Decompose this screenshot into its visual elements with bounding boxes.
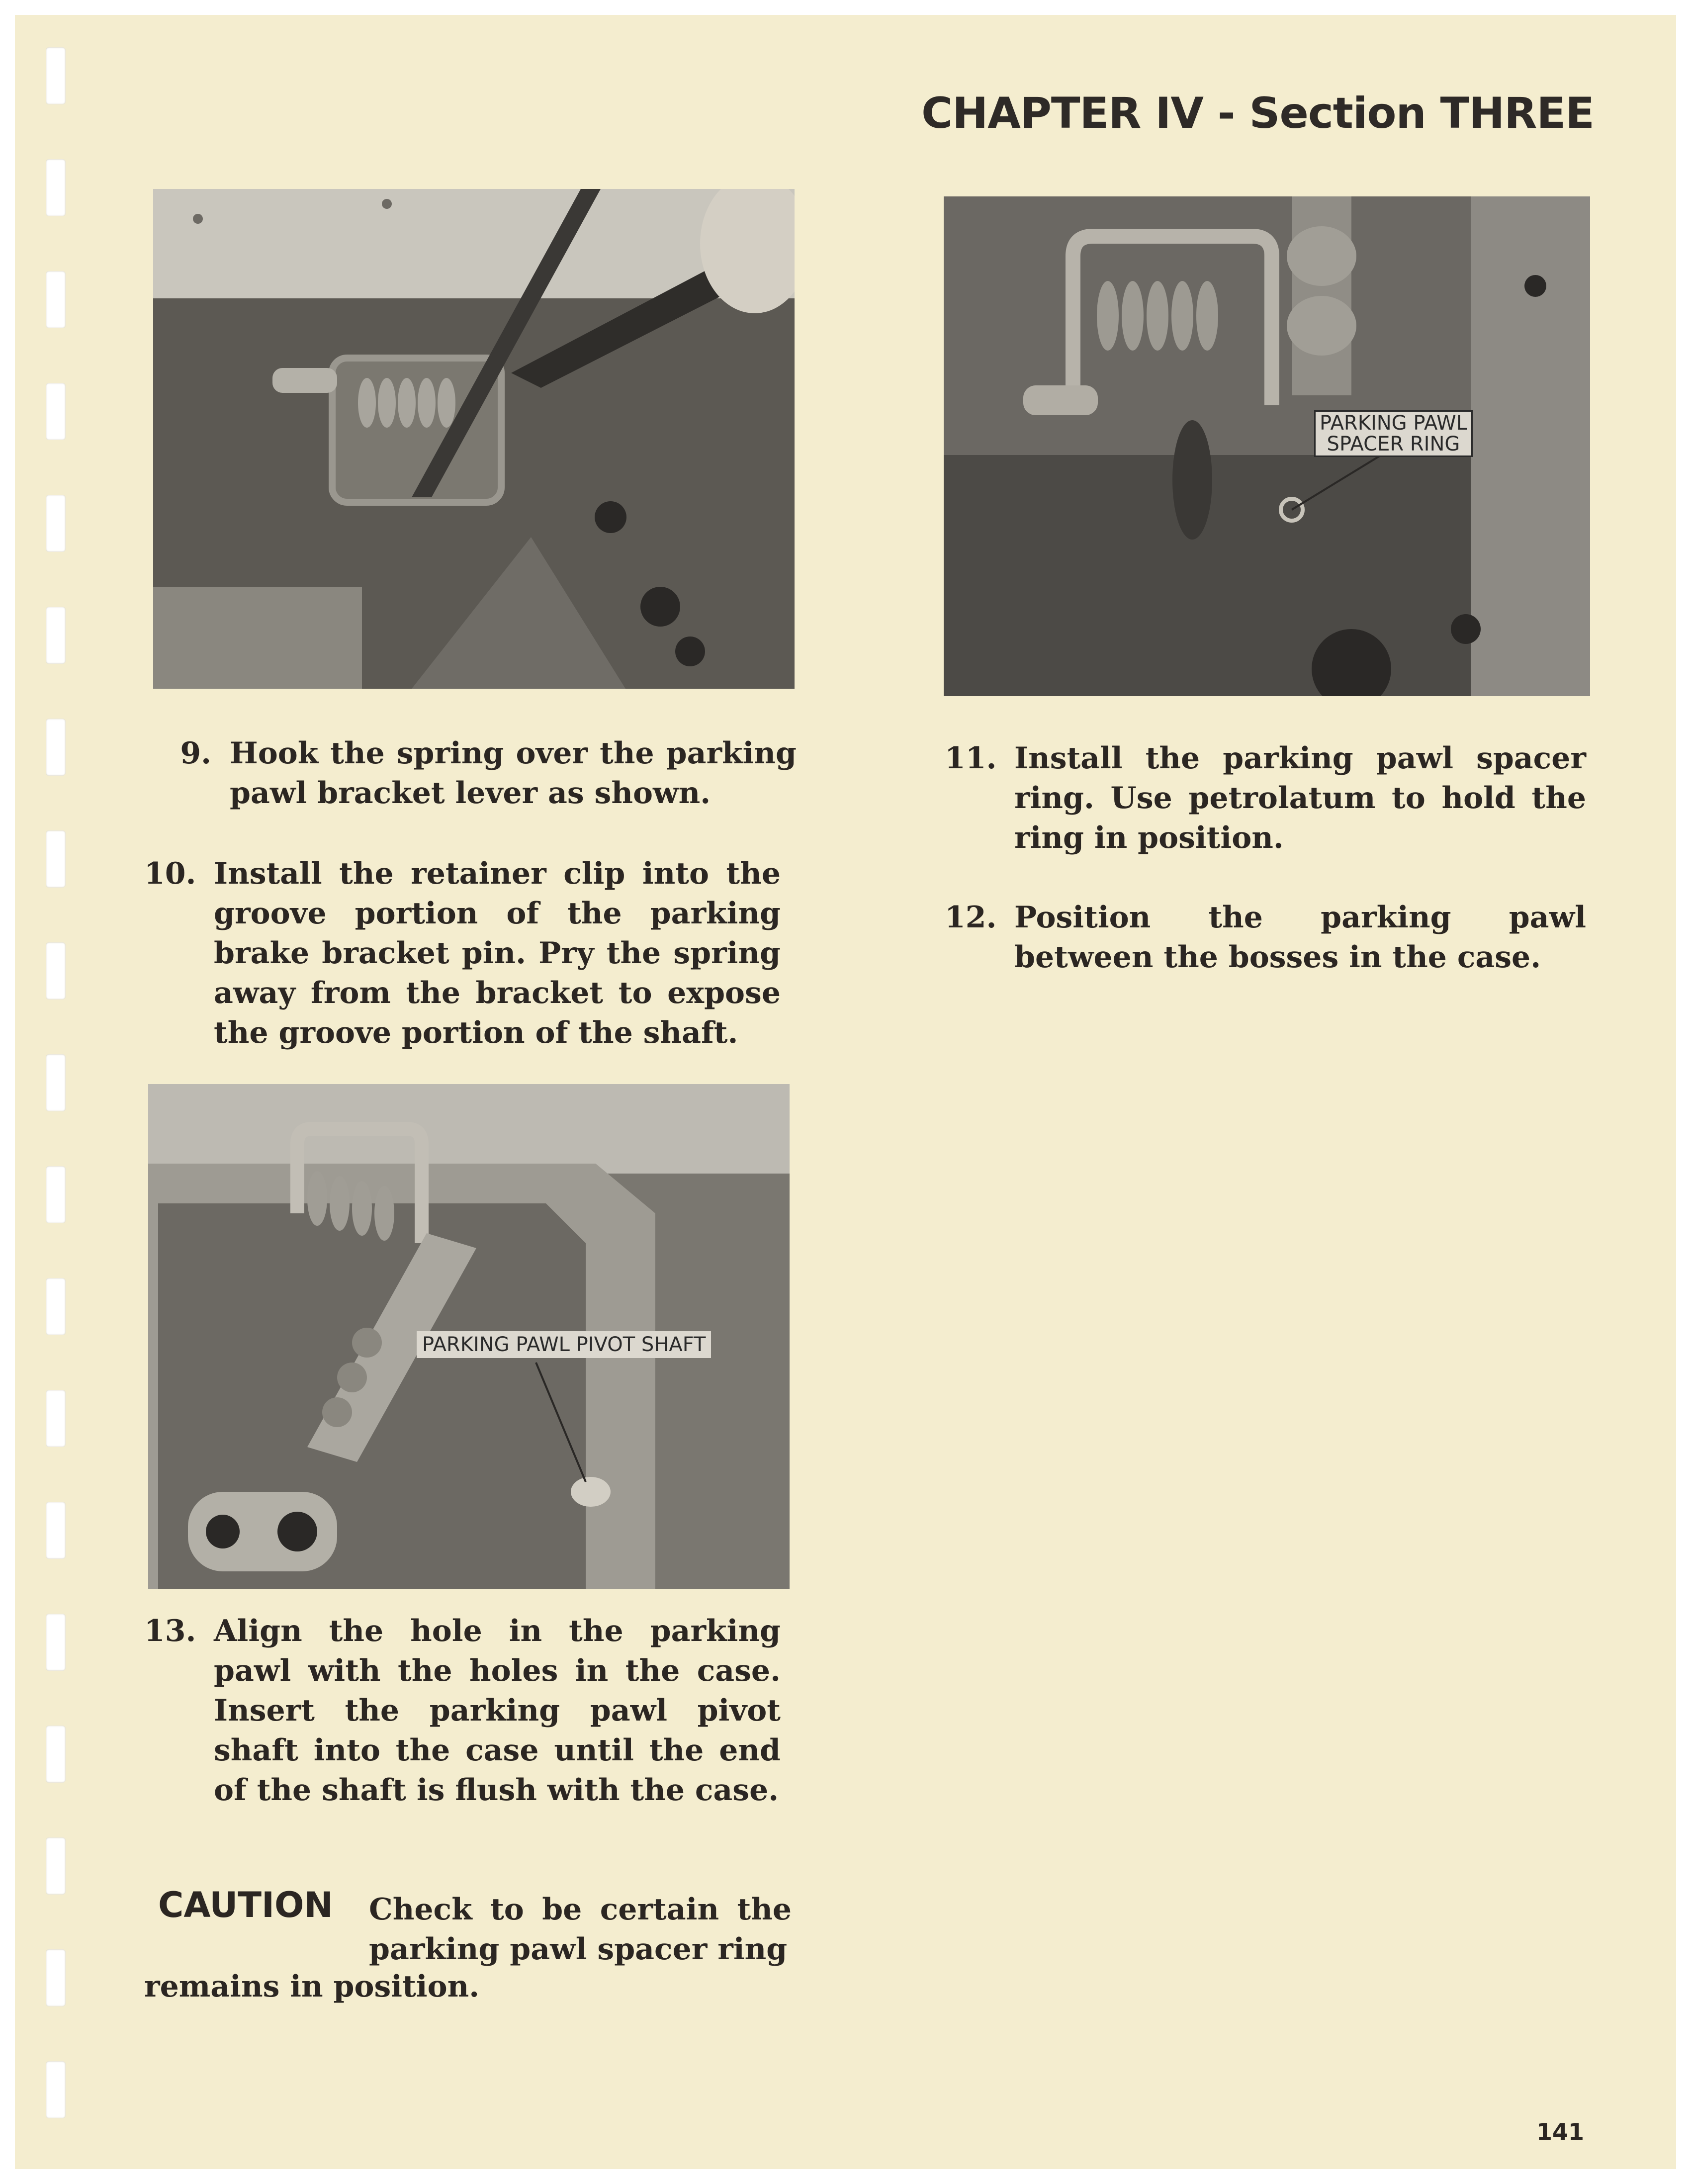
photo-pivot-shaft bbox=[148, 1084, 790, 1589]
binder-hole bbox=[46, 383, 66, 440]
page-number: 141 bbox=[1536, 2118, 1584, 2145]
step-number: 9. bbox=[180, 736, 211, 771]
binder-hole bbox=[46, 1726, 66, 1783]
step-text: Hook the spring over the parking pawl bracket lever as shown. bbox=[230, 736, 797, 811]
step-text: Install the parking pawl spacer ring. Use petrolatum to hold the ring in position. bbox=[1014, 741, 1586, 855]
step-text: Align the hole in the parking pawl with the holes in the case. Insert the parking pawl pivot shaft into the case until the end of the shaft is flush with the case. bbox=[214, 1614, 781, 1808]
step-number: 11. bbox=[945, 741, 997, 776]
chapter-heading: CHAPTER IV - Section THREE bbox=[921, 89, 1594, 138]
caution-text: Check to be certain the parking pawl spacer ring bbox=[369, 1892, 792, 1967]
binder-hole bbox=[46, 607, 66, 664]
binder-hole bbox=[46, 271, 66, 328]
binder-hole bbox=[46, 830, 66, 888]
caution-tail: remains in position. bbox=[144, 1969, 480, 2004]
step-text: Position the parking pawl between the bosses in the case. bbox=[1014, 900, 1586, 975]
photo-spring-hook bbox=[153, 189, 795, 689]
binder-hole bbox=[46, 719, 66, 776]
binder-hole bbox=[46, 1614, 66, 1671]
binder-hole bbox=[46, 1054, 66, 1111]
binder-hole bbox=[46, 1837, 66, 1895]
photo-spring-hook-illustration bbox=[153, 189, 795, 689]
step-text: Install the retainer clip into the groove portion of the parking brake bracket pin. Pry the spring away from the bracket to expose the groove portion of the shaft. bbox=[214, 856, 781, 1050]
caution-label: CAUTION bbox=[158, 1885, 334, 1925]
binder-hole bbox=[46, 1278, 66, 1335]
photo-spacer-ring bbox=[944, 196, 1590, 696]
binder-hole bbox=[46, 495, 66, 552]
step-number: 12. bbox=[945, 900, 997, 935]
step-number: 13. bbox=[144, 1614, 196, 1648]
binder-hole bbox=[46, 942, 66, 1000]
photo-spacer-ring-illustration bbox=[944, 196, 1590, 696]
binder-hole bbox=[46, 1166, 66, 1223]
binder-hole bbox=[46, 1949, 66, 2006]
binder-hole bbox=[46, 47, 66, 104]
binder-hole bbox=[46, 2061, 66, 2118]
callout-spacer-ring-line1: PARKING PAWL bbox=[1320, 412, 1467, 435]
callout-pivot-shaft: PARKING PAWL PIVOT SHAFT bbox=[417, 1331, 711, 1358]
binder-hole bbox=[46, 1390, 66, 1447]
step-number: 10. bbox=[144, 856, 196, 891]
binder-hole bbox=[46, 159, 66, 216]
binder-hole bbox=[46, 1502, 66, 1559]
callout-spacer-ring-line2: SPACER RING bbox=[1327, 433, 1460, 455]
callout-spacer-ring bbox=[1314, 410, 1473, 457]
